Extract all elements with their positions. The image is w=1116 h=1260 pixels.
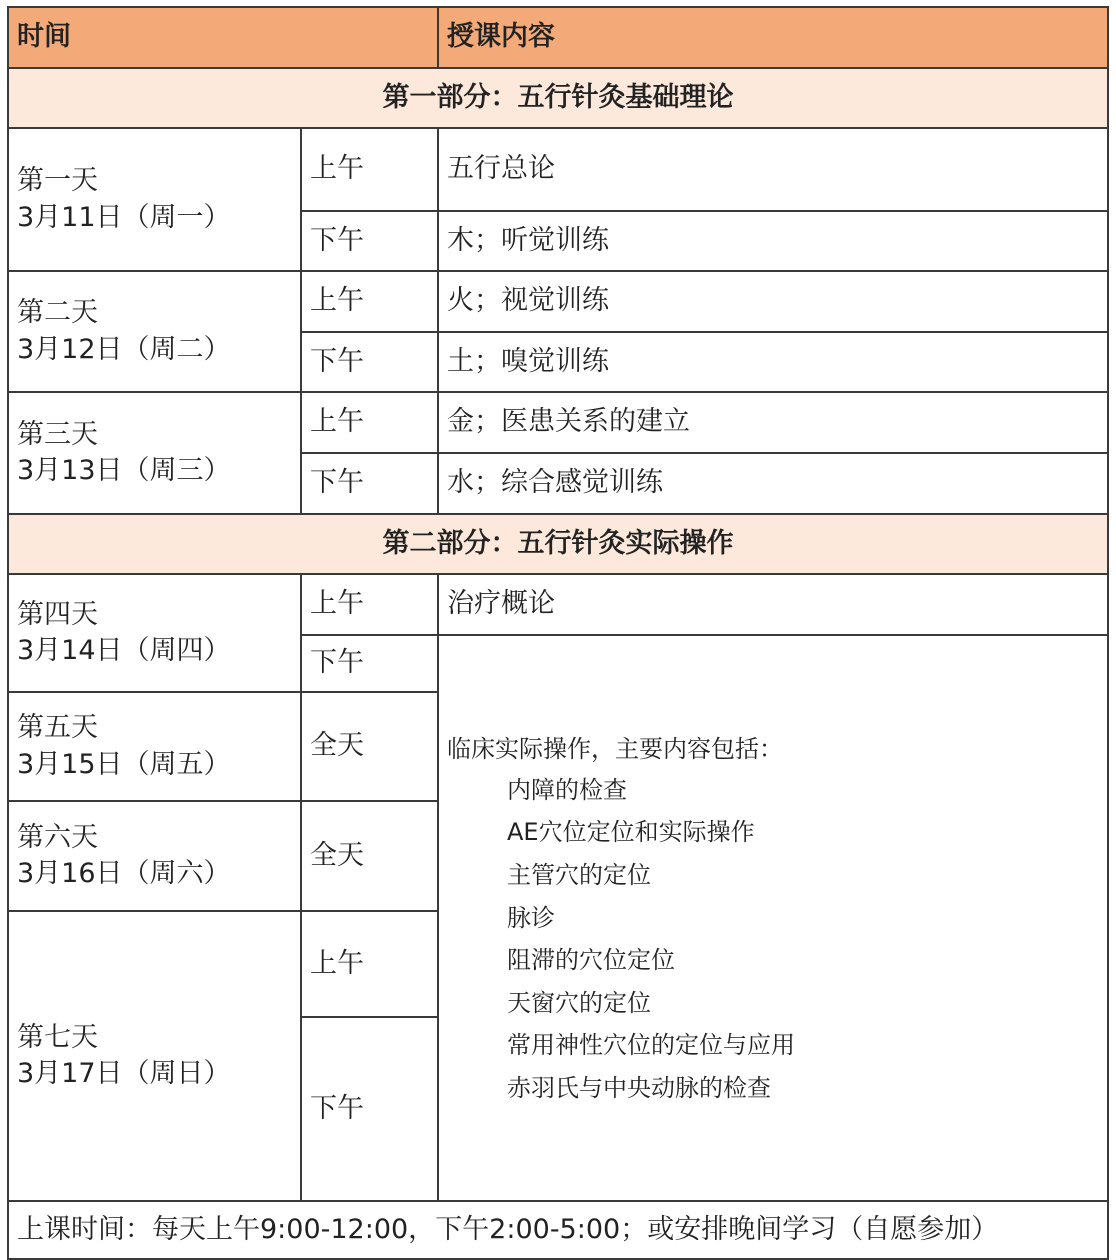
day3-cell [8,392,301,514]
day6-name: 第六天 [17,821,98,853]
clinical-title: 临床实际操作，主要内容包括： [447,734,783,763]
clinical-item: 脉诊 [507,903,555,932]
clinical-item: 赤羽氏与中央动脉的检查 [507,1073,771,1102]
day2-am-row [8,271,1108,332]
day4-cell [8,574,301,692]
clinical-practice-cell [438,635,1108,1201]
day2-name: 第二天 [17,297,98,329]
day1-date: 3月11日（周一） [17,201,231,233]
day3-am-lesson: 金；医患关系的建立 [438,392,1108,453]
day3-name: 第三天 [17,418,98,450]
day2-date: 3月12日（周二） [17,333,231,365]
day7-date: 3月17日（周日） [17,1058,231,1090]
day1-am-row [8,128,1108,211]
day7-pm-slot: 下午 [301,1017,438,1201]
clinical-item: 常用神性穴位的定位与应用 [507,1031,795,1060]
day2-pm-slot: 下午 [301,332,438,392]
day7-cell [8,911,301,1201]
part2-title: 第二部分：五行针灸实际操作 [8,514,1108,574]
day3-date: 3月13日（周三） [17,455,231,486]
day1-am-slot: 上午 [301,128,438,211]
day4-pm-slot: 下午 [301,635,438,692]
header-time: 时间 [8,7,438,68]
clinical-item: 天窗穴的定位 [507,988,651,1017]
day1-am-lesson: 五行总论 [438,128,1108,211]
day1-pm-lesson: 木；听觉训练 [438,211,1108,271]
day4-am-row [8,574,1108,635]
day6-cell [8,801,301,911]
part1-title: 第一部分：五行针灸基础理论 [8,68,1108,128]
day4-date: 3月14日（周四） [17,635,231,666]
day2-am-lesson: 火；视觉训练 [438,271,1108,332]
day4-am-lesson: 治疗概论 [438,574,1108,635]
clinical-item: 内障的检查 [507,775,627,804]
clinical-item: 阻滞的穴位定位 [507,946,675,975]
part1-row [8,68,1108,128]
day1-name: 第一天 [17,165,98,197]
day7-name: 第七天 [17,1021,98,1053]
clinical-item: 主管穴的定位 [507,860,651,889]
day3-am-slot: 上午 [301,392,438,453]
day3-am-row [8,392,1108,453]
day1-cell [8,128,301,271]
day2-am-slot: 上午 [301,271,438,332]
day6-date: 3月16日（周六） [17,858,231,889]
day2-cell [8,271,301,392]
day3-pm-lesson: 水；综合感觉训练 [438,453,1108,514]
part2-row [8,514,1108,574]
day5-slot: 全天 [301,692,438,801]
day3-pm-slot: 下午 [301,453,438,514]
day4-name: 第四天 [17,598,98,630]
day2-pm-lesson: 土；嗅觉训练 [438,332,1108,392]
day7-am-slot: 上午 [301,911,438,1017]
day4-am-slot: 上午 [301,574,438,635]
day5-cell [8,692,301,801]
day5-date: 3月15日（周五） [17,748,231,780]
day5-name: 第五天 [17,712,98,744]
day6-slot: 全天 [301,801,438,911]
course-schedule-table [7,6,1109,1260]
clinical-item: AE穴位定位和实际操作 [507,818,755,847]
header-row [8,7,1108,68]
day1-pm-slot: 下午 [301,211,438,271]
header-content: 授课内容 [438,7,1108,68]
class-time-note: 上课时间：每天上午9:00-12:00，下午2:00-5:00；或安排晚间学习（自愿参加） [8,1201,1108,1259]
footer-row [8,1201,1108,1259]
